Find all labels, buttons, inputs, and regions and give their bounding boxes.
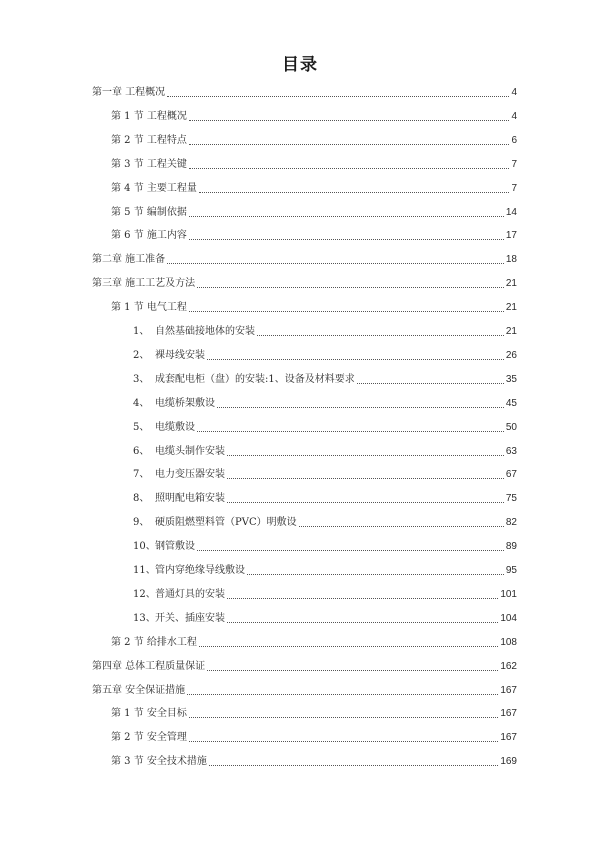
toc-page-number: 21 (505, 326, 517, 337)
toc-entry-label (92, 660, 207, 674)
toc-entry-label (133, 540, 197, 554)
toc-entry-number: 11、 (133, 565, 156, 576)
toc-dot-leader (189, 239, 504, 240)
toc-dot-leader (167, 96, 509, 97)
toc-entry-number: 8、 (133, 493, 150, 505)
toc-entry[interactable] (133, 558, 517, 578)
toc-entry-label (133, 325, 257, 339)
toc-dot-leader (217, 407, 504, 408)
toc-entry[interactable] (92, 80, 517, 100)
toc-entry[interactable] (133, 319, 517, 339)
toc-page-number: 7 (511, 158, 517, 170)
toc-page-number: 167 (500, 684, 517, 696)
toc-entry[interactable] (133, 391, 517, 411)
toc-entry-text: 第 5 节 编制依据 (111, 206, 187, 218)
toc-entry[interactable] (111, 701, 517, 721)
toc-page-number: 95 (505, 565, 517, 576)
toc-dot-leader (247, 574, 504, 575)
toc-entry-number: 10、 (133, 541, 156, 553)
toc-entry[interactable] (92, 247, 517, 267)
toc-entry-number: 13、 (133, 612, 156, 624)
toc-entry[interactable] (111, 295, 517, 315)
toc-page-number: 162 (500, 660, 517, 672)
toc-dot-leader (189, 717, 498, 718)
toc-dot-leader (167, 263, 504, 264)
toc-entry[interactable] (133, 510, 517, 530)
toc-entry-text: 第 2 节 工程特点 (111, 134, 187, 146)
toc-entry[interactable] (133, 415, 517, 435)
toc-entry-label (133, 468, 227, 482)
toc-page-number: 4 (511, 87, 517, 98)
toc-entry[interactable] (111, 128, 517, 148)
toc-entry-number: 1、 (133, 326, 150, 337)
toc-page-number: 4 (511, 110, 517, 122)
toc-entry-text: 第 3 节 工程关键 (111, 158, 187, 170)
toc-entry-text: 第 6 节 施工内容 (111, 230, 187, 242)
toc-entry-text: 自然基础接地体的安装 (155, 326, 255, 337)
toc-page-number: 14 (505, 206, 517, 218)
toc-entry-text: 管内穿绝缘导线敷设 (155, 565, 245, 576)
toc-page-number: 21 (505, 302, 517, 314)
toc-entry-label (133, 349, 207, 363)
toc-dot-leader (189, 216, 504, 217)
toc-entry-text: 普通灯具的安装 (155, 588, 225, 600)
toc-entry-text: 裸母线安装 (155, 349, 205, 361)
toc-entry-label (111, 301, 189, 315)
toc-entry[interactable] (111, 152, 517, 172)
toc-entry-label (92, 277, 197, 291)
toc-entry-number: 4、 (133, 397, 150, 409)
toc-entry-number: 7、 (133, 469, 150, 481)
toc-dot-leader (189, 741, 498, 742)
toc-entry-text: 开关、插座安装 (155, 612, 225, 624)
toc-dot-leader (227, 598, 498, 599)
toc-entry-text: 电缆桥架敷设 (155, 397, 215, 409)
toc-entry-number: 12、 (133, 588, 156, 600)
toc-entry[interactable] (111, 725, 517, 745)
toc-entry[interactable] (133, 486, 517, 506)
toc-page-number: 75 (505, 493, 517, 505)
toc-entry-text: 第 4 节 主要工程量 (111, 182, 197, 194)
toc-entry-label (133, 492, 227, 506)
toc-dot-leader (227, 455, 504, 456)
toc-entry-number: 3、 (133, 373, 150, 385)
toc-entry[interactable] (133, 462, 517, 482)
toc-entry-number: 5、 (133, 421, 150, 433)
toc-page-number: 35 (505, 373, 517, 385)
toc-dot-leader (227, 622, 498, 623)
toc-page-number: 6 (511, 134, 517, 146)
toc-dot-leader (207, 359, 504, 360)
toc-entry-label (133, 516, 299, 530)
toc-entry[interactable] (133, 534, 517, 554)
toc-entry-label (133, 445, 227, 459)
toc-page-number: 21 (505, 278, 517, 290)
toc-entry-label (111, 707, 189, 721)
toc-entry-text: 第五章 安全保证措施 (92, 684, 186, 696)
toc-entry-label (111, 206, 189, 220)
toc-entry-text: 电力变压器安装 (155, 469, 225, 481)
toc-dot-leader (189, 120, 510, 121)
toc-entry-text: 第四章 总体工程质量保证 (92, 660, 206, 672)
toc-page-number: 167 (500, 708, 517, 720)
toc-dot-leader (197, 431, 504, 432)
toc-entry[interactable] (111, 749, 517, 769)
toc-entry-text: 第 3 节 安全技术措施 (111, 756, 207, 768)
toc-entry[interactable] (133, 343, 517, 363)
toc-page-number: 82 (505, 517, 517, 529)
toc-page-number: 67 (505, 469, 517, 481)
toc-entry-text: 电缆头制作安装 (155, 445, 225, 457)
toc-entry[interactable] (111, 176, 517, 196)
toc-entry[interactable] (111, 200, 517, 220)
toc-entry-text: 第一章 工程概况 (92, 87, 166, 98)
toc-entry-text: 第三章 施工工艺及方法 (92, 278, 196, 290)
toc-entry-text: 第二章 施工准备 (92, 254, 166, 266)
toc-entry-text: 成套配电柜（盘）的安装:1、设备及材料要求 (155, 373, 355, 385)
toc-entry-label (111, 755, 209, 769)
toc-entry[interactable] (92, 654, 517, 674)
toc-entry-label (92, 253, 167, 267)
toc-entry-number: 9、 (133, 517, 150, 529)
toc-entry-label (133, 588, 227, 602)
toc-entry[interactable] (92, 678, 517, 698)
toc-entry[interactable] (111, 630, 517, 650)
toc-dot-leader (357, 383, 504, 384)
toc-page-number: 169 (500, 756, 517, 768)
toc-dot-leader (197, 287, 504, 288)
toc-entry[interactable] (111, 223, 517, 243)
toc-dot-leader (189, 311, 504, 312)
toc-dot-leader (209, 765, 498, 766)
toc-entry-label (133, 421, 197, 435)
toc-page-number: 18 (505, 254, 517, 266)
toc-page-number: 50 (505, 421, 517, 433)
toc-entry-text: 第 2 节 给排水工程 (111, 636, 197, 648)
toc-entry-label (111, 134, 189, 148)
toc-page-number: 17 (505, 230, 517, 242)
toc-page-number: 101 (500, 588, 517, 600)
toc-entry-label (111, 229, 189, 243)
toc-page-number: 89 (505, 541, 517, 553)
toc-dot-leader (187, 694, 498, 695)
toc-entry[interactable] (111, 104, 517, 124)
toc-entry[interactable] (133, 582, 517, 602)
toc-dot-leader (199, 192, 510, 193)
toc-entry-label (111, 158, 189, 172)
toc-dot-leader (227, 502, 504, 503)
toc-entry-label (133, 612, 227, 626)
toc-page-number: 63 (505, 445, 517, 457)
toc-dot-leader (199, 646, 498, 647)
toc-entry-text: 钢管敷设 (155, 541, 195, 553)
toc-entry[interactable] (133, 606, 517, 626)
toc-entry[interactable] (133, 367, 517, 387)
toc-dot-leader (299, 526, 504, 527)
toc-entry-label (111, 110, 189, 124)
toc-entry-text: 第 2 节 安全管理 (111, 732, 187, 744)
toc-entry-label (133, 397, 217, 411)
toc-entry-number: 2、 (133, 349, 150, 361)
toc-dot-leader (227, 478, 504, 479)
toc-page-number: 108 (500, 636, 517, 648)
toc-entry-number: 6、 (133, 445, 150, 457)
toc-entry-text: 硬质阻燃塑料管（PVC）明敷设 (155, 517, 297, 529)
toc-dot-leader (207, 670, 498, 671)
toc-entry-label (111, 182, 199, 196)
toc-page-number: 167 (500, 732, 517, 744)
toc-dot-leader (257, 335, 504, 336)
toc-entry-label (111, 731, 189, 745)
toc-entry-label (133, 373, 357, 387)
toc-page-number: 45 (505, 397, 517, 409)
toc-entry-label (111, 636, 199, 650)
toc-page-number: 7 (511, 182, 517, 194)
toc-entry[interactable] (133, 439, 517, 459)
toc-entry-text: 第 1 节 电气工程 (111, 302, 187, 314)
toc-entry[interactable] (92, 271, 517, 291)
toc-page-number: 26 (505, 349, 517, 361)
toc-title: 目录 (282, 55, 318, 75)
toc-page-number: 104 (500, 612, 517, 624)
toc-dot-leader (189, 168, 510, 169)
toc-entry-text: 照明配电箱安装 (155, 493, 225, 505)
toc-entry-text: 电缆敷设 (155, 421, 195, 433)
toc-entry-label (92, 684, 187, 698)
toc-entry-label (133, 564, 247, 578)
toc-entry-label (92, 86, 167, 100)
toc-dot-leader (197, 550, 504, 551)
toc-dot-leader (189, 144, 510, 145)
toc-entry-text: 第 1 节 工程概况 (111, 110, 187, 122)
toc-entry-text: 第 1 节 安全目标 (111, 708, 187, 720)
